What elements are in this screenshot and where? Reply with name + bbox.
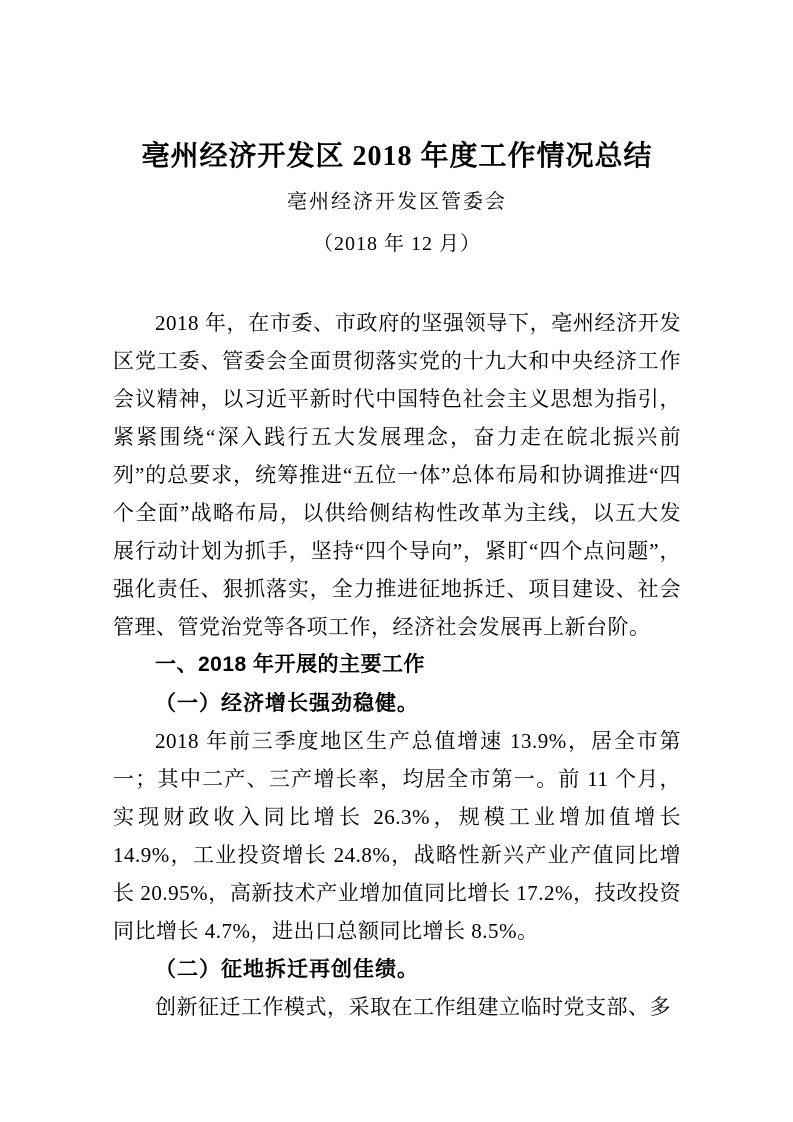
subsection-1-1-paragraph: 2018 年前三季度地区生产总值增速 13.9%，居全市第一；其中二产、三产增长率，均居全市第一。前 11 个月，实现财政收入同比增长 26.3%，规模工业增加值增长 14.9%，工业投资增长 24.8%，战略性新兴产业产值同比增长 20.95%，高新技术产业增加值同比增长 17.2%，技改投资同比增长 4.7%，进出口总额同比增长 8.5%。 <box>113 729 681 943</box>
subsection-1-1-heading: （一）经济增长强劲稳健。 <box>155 691 419 715</box>
subsection-1-2-paragraph: 创新征迁工作模式，采取在工作组建立临时党支部、多 <box>155 995 671 1019</box>
document-organization: 亳州经济开发区管委会 <box>287 191 507 213</box>
subsection-1-2-heading: （二）征地拆迁再创佳绩。 <box>155 957 419 981</box>
section-1-heading: 一、2018 年开展的主要工作 <box>155 653 426 676</box>
document-date: （2018 年 12 月） <box>313 233 481 255</box>
document-title: 亳州经济开发区 2018 年度工作情况总结 <box>141 141 653 172</box>
intro-paragraph: 2018 年，在市委、市政府的坚强领导下，亳州经济开发区党工委、管委会全面贯彻落实党的十九大和中央经济工作会议精神，以习近平新时代中国特色社会主义思想为指引，紧紧围绕“深入践行五大发展理念，奋力走在皖北振兴前列”的总要求，统筹推进“五位一体”总体布局和协调推进“四个全面”战略布局，以供给侧结构性改革为主线，以五大发展行动计划为抓手，坚持“四个导向”，紧盯“四个点问题”，强化责任、狠抓落实，全力推进征地拆迁、项目建设、社会管理、管党治党等各项工作，经济社会发展再上新台阶。 <box>113 311 681 639</box>
